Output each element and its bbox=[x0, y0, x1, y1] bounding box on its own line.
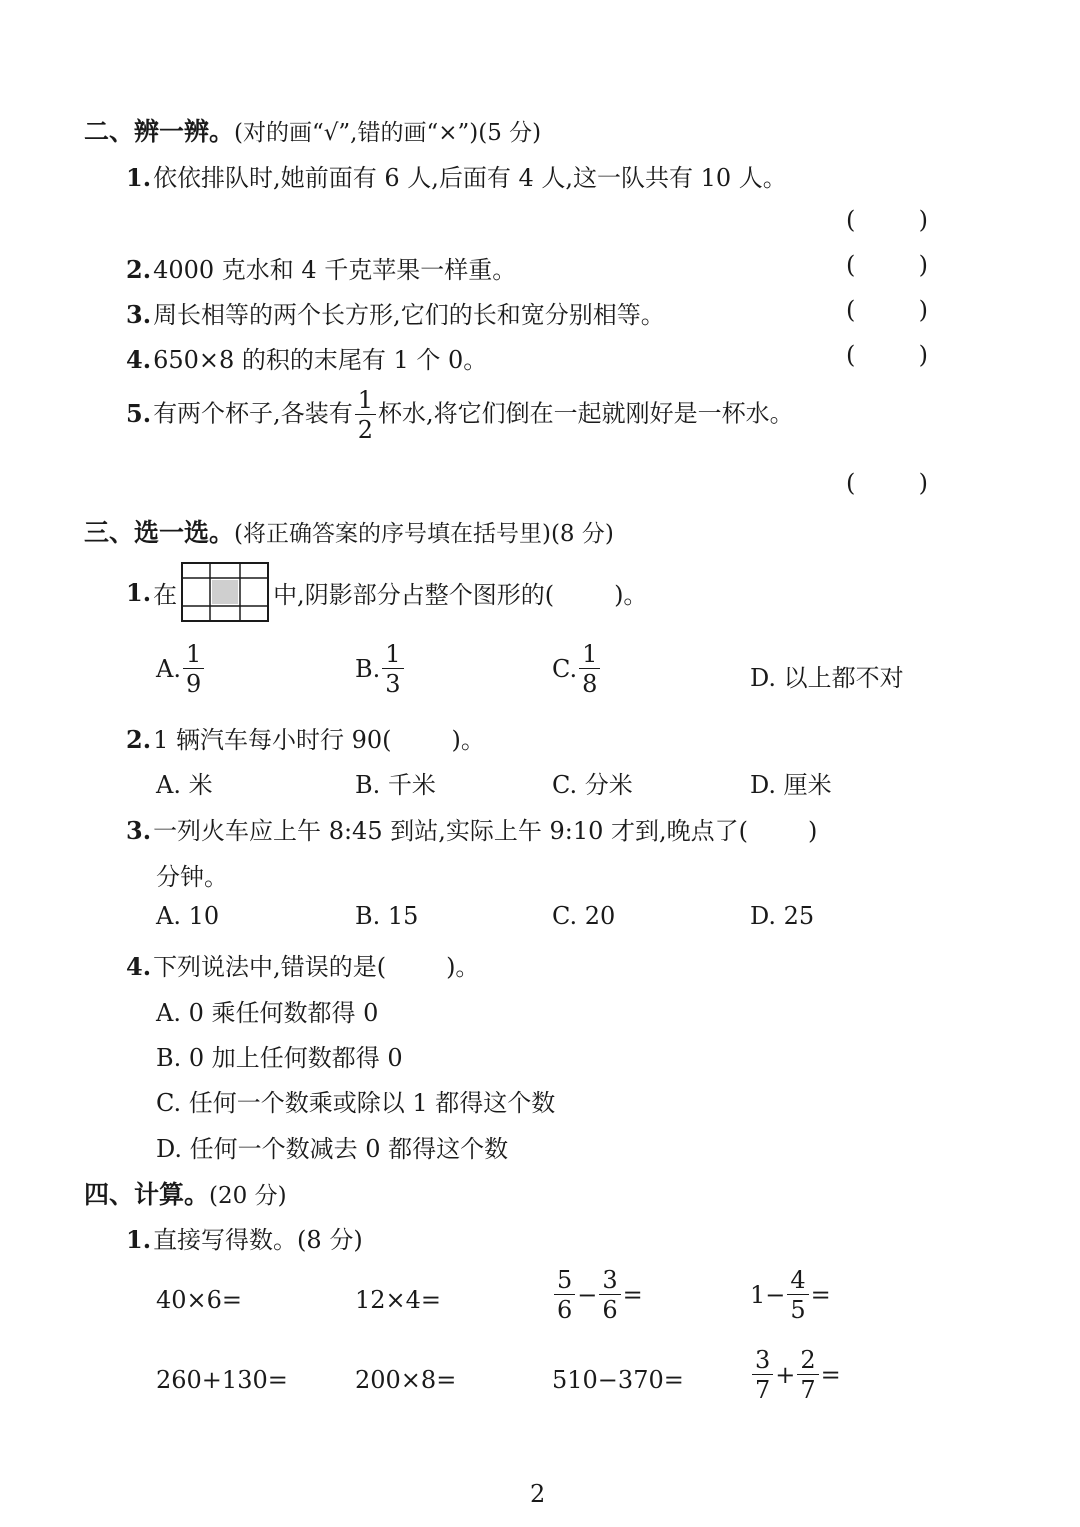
numerator: 4 bbox=[790, 1266, 806, 1294]
fraction bbox=[599, 1268, 620, 1322]
choice-q1-opt-c[interactable] bbox=[552, 642, 602, 696]
q-text: 杯水,将它们倒在一起就刚好是一杯水。 bbox=[377, 399, 794, 428]
opt-label: B. bbox=[355, 655, 381, 683]
paren-open: ( bbox=[846, 296, 856, 324]
judge-q3 bbox=[126, 295, 665, 330]
denominator: 9 bbox=[183, 668, 204, 696]
operand: 1− bbox=[750, 1281, 786, 1309]
answer-paren-q5[interactable] bbox=[846, 469, 928, 497]
opt-label: D. bbox=[750, 664, 777, 692]
choice-q3-opt-a[interactable]: A. 10 bbox=[156, 902, 220, 930]
judge-q5 bbox=[126, 388, 794, 442]
operator: − bbox=[577, 1281, 598, 1309]
choice-q3 bbox=[126, 811, 817, 846]
section-4-note: (20 分) bbox=[209, 1183, 287, 1209]
paren-open: ( bbox=[846, 469, 856, 497]
calc-item[interactable]: 12×4= bbox=[355, 1286, 442, 1314]
choice-q1-opt-a[interactable] bbox=[156, 642, 206, 696]
equals: = bbox=[622, 1281, 643, 1309]
section-3-note: (将正确答案的序号填在括号里)(8 分) bbox=[234, 521, 614, 547]
numerator: 1 bbox=[185, 640, 202, 668]
section-3-heading bbox=[84, 513, 614, 549]
choice-q3-opt-b[interactable]: B. 15 bbox=[355, 902, 419, 930]
q-text: 一列火车应上午 8:45 到站,实际上午 9:10 才到,晚点了( bbox=[153, 817, 748, 845]
denominator: 7 bbox=[752, 1374, 773, 1402]
q-text: 中,阴影部分占整个图形的( bbox=[273, 580, 555, 609]
opt-label: C. bbox=[552, 655, 578, 683]
choice-q3-opt-d[interactable]: D. 25 bbox=[750, 902, 815, 930]
choice-q4-opt-b[interactable]: B. 0 加上任何数都得 0 bbox=[156, 1044, 403, 1072]
q-number: 1. bbox=[126, 577, 152, 607]
q-number: 3. bbox=[126, 816, 152, 845]
paren-open: ( bbox=[846, 341, 856, 369]
q-text: 下列说法中,错误的是( bbox=[153, 953, 387, 981]
q-text: 650×8 的积的末尾有 1 个 0。 bbox=[153, 346, 488, 374]
choice-q2-opt-b[interactable]: B. 千米 bbox=[355, 771, 436, 799]
calc-item[interactable]: 510−370= bbox=[552, 1366, 684, 1394]
choice-q1-opt-b[interactable] bbox=[355, 642, 406, 696]
numerator: 1 bbox=[385, 640, 401, 668]
answer-paren-q1[interactable] bbox=[846, 206, 928, 234]
choice-q2-opt-a[interactable]: A. 米 bbox=[156, 771, 213, 799]
numerator: 5 bbox=[557, 1266, 573, 1294]
denominator: 8 bbox=[579, 668, 600, 696]
q-text: 在 bbox=[153, 580, 178, 609]
denominator: 7 bbox=[797, 1374, 818, 1402]
fraction bbox=[752, 1348, 773, 1402]
q-number: 2. bbox=[126, 255, 152, 284]
choice-q1-opt-d[interactable] bbox=[750, 658, 904, 693]
q-text: 周长相等的两个长方形,它们的长和宽分别相等。 bbox=[153, 301, 665, 329]
calc-item[interactable]: 260+130= bbox=[156, 1366, 288, 1394]
calc-item[interactable] bbox=[750, 1268, 831, 1322]
section-2-note: (对的画“√”,错的画“×”)(5 分) bbox=[234, 120, 542, 146]
opt-label: A. bbox=[156, 655, 181, 683]
numerator: 1 bbox=[582, 640, 598, 668]
judge-q4 bbox=[126, 340, 487, 375]
calc-item[interactable] bbox=[552, 1268, 643, 1322]
fraction bbox=[183, 642, 204, 696]
denominator: 5 bbox=[787, 1294, 808, 1322]
denominator: 6 bbox=[554, 1294, 575, 1322]
choice-q4 bbox=[126, 947, 479, 982]
fraction bbox=[797, 1348, 818, 1402]
q-number: 1. bbox=[126, 1225, 152, 1254]
opt-text: 以上都不对 bbox=[783, 664, 904, 692]
answer-paren-q3[interactable] bbox=[846, 296, 928, 324]
choice-q2-opt-c[interactable]: C. 分米 bbox=[552, 771, 633, 799]
equals: = bbox=[810, 1281, 831, 1309]
paren-open: ( bbox=[846, 251, 856, 279]
q-number: 4. bbox=[126, 345, 152, 374]
fraction bbox=[787, 1268, 808, 1322]
q-text: ) bbox=[808, 817, 818, 845]
numerator: 3 bbox=[755, 1346, 771, 1374]
numerator: 1 bbox=[357, 386, 373, 414]
paren-close: ) bbox=[918, 469, 928, 497]
calc-q1 bbox=[126, 1220, 363, 1255]
q-text: 4000 克水和 4 千克苹果一样重。 bbox=[153, 256, 517, 284]
q-number: 4. bbox=[126, 952, 152, 981]
q-number: 2. bbox=[126, 725, 152, 754]
choice-q2 bbox=[126, 720, 485, 755]
paren-close: ) bbox=[918, 341, 928, 369]
denominator: 3 bbox=[382, 668, 403, 696]
q-text: )。 bbox=[446, 953, 480, 981]
answer-paren-q4[interactable] bbox=[846, 341, 928, 369]
q-text: )。 bbox=[614, 580, 648, 609]
choice-q4-opt-c[interactable]: C. 任何一个数乘或除以 1 都得这个数 bbox=[156, 1089, 556, 1117]
answer-paren-q2[interactable] bbox=[846, 251, 928, 279]
numerator: 3 bbox=[602, 1266, 618, 1294]
paren-open: ( bbox=[846, 206, 856, 234]
paren-close: ) bbox=[918, 251, 928, 279]
denominator: 2 bbox=[355, 414, 376, 442]
judge-q2 bbox=[126, 250, 516, 285]
choice-q1 bbox=[126, 562, 647, 622]
calc-item[interactable]: 40×6= bbox=[156, 1286, 243, 1314]
fraction bbox=[382, 642, 403, 696]
choice-q4-opt-d[interactable]: D. 任何一个数减去 0 都得这个数 bbox=[156, 1135, 509, 1163]
choice-q3-opt-c[interactable]: C. 20 bbox=[552, 902, 616, 930]
grid-figure bbox=[181, 562, 269, 622]
denominator: 6 bbox=[599, 1294, 620, 1322]
section-3-title: 三、选一选。 bbox=[84, 518, 235, 547]
q-text: 依依排队时,她前面有 6 人,后面有 4 人,这一队共有 10 人。 bbox=[153, 164, 787, 192]
q-number: 1. bbox=[126, 163, 152, 192]
paren-close: ) bbox=[918, 206, 928, 234]
calc-item[interactable]: 200×8= bbox=[355, 1366, 457, 1394]
judge-q1 bbox=[126, 158, 787, 193]
section-4-heading bbox=[84, 1175, 287, 1211]
choice-q2-opt-d[interactable]: D. 厘米 bbox=[750, 771, 832, 799]
q-text: 有两个杯子,各装有 bbox=[153, 399, 353, 428]
operator: + bbox=[775, 1361, 796, 1389]
q-text: 直接写得数。(8 分) bbox=[153, 1226, 363, 1254]
page-number: 2 bbox=[530, 1480, 546, 1508]
numerator: 2 bbox=[800, 1346, 816, 1374]
section-2-title: 二、辨一辨。 bbox=[84, 117, 235, 146]
fraction bbox=[355, 388, 376, 442]
q-number: 3. bbox=[126, 300, 152, 329]
choice-q4-opt-a[interactable]: A. 0 乘任何数都得 0 bbox=[156, 999, 379, 1027]
q-text: )。 bbox=[451, 726, 485, 754]
choice-q3-line2: 分钟。 bbox=[156, 863, 228, 891]
paren-close: ) bbox=[918, 296, 928, 324]
calc-item[interactable] bbox=[750, 1348, 841, 1402]
section-2-heading bbox=[84, 112, 541, 148]
equals: = bbox=[820, 1361, 841, 1389]
q-number: 5. bbox=[126, 398, 152, 428]
fraction bbox=[554, 1268, 575, 1322]
q-text: 1 辆汽车每小时行 90( bbox=[153, 726, 392, 754]
fraction bbox=[579, 642, 600, 696]
section-4-title: 四、计算。 bbox=[84, 1180, 210, 1209]
